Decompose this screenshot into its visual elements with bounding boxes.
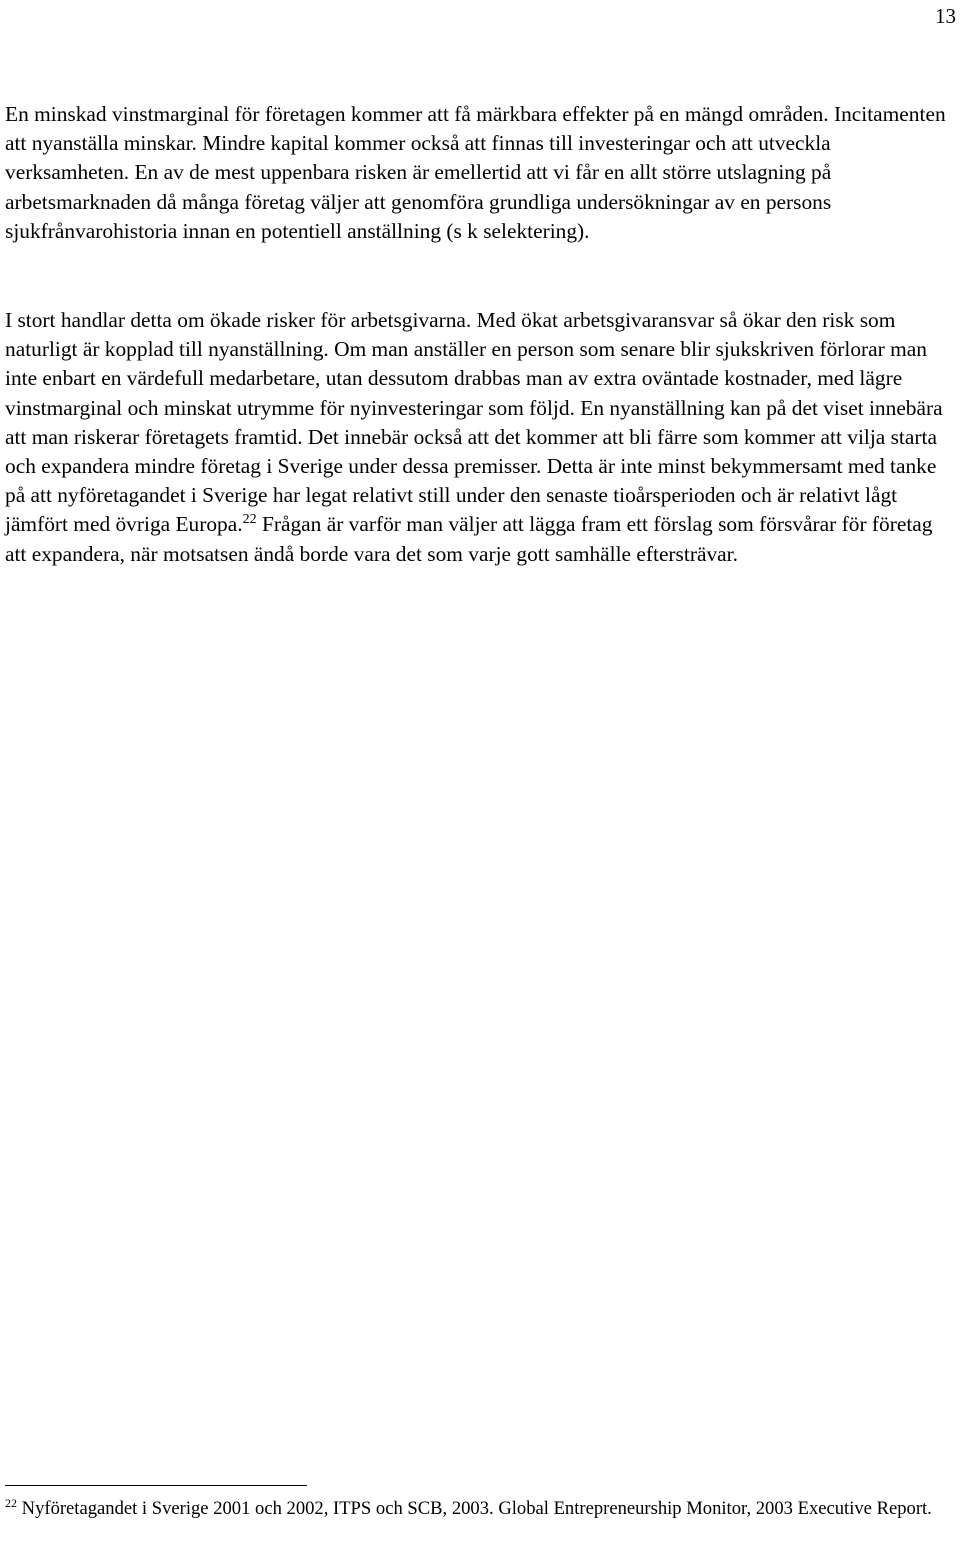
footnote [5, 1496, 953, 1522]
footnote-marker: 22 [5, 1496, 17, 1510]
footnote-text: Nyföretagandet i Sverige 2001 och 2002, ITPS och SCB, 2003. Global Entrepreneurship Monitor, 2003 Executive Report. [17, 1498, 932, 1519]
body-paragraph-1: En minskad vinstmarginal för företagen kommer att få märkbara effekter på en mängd områden. Incitamenten att nyanställa minskar. Mindre kapital kommer också att finnas till investeringar och att utveckla verksamheten. En av de mest uppenbara risken är emellertid att vi får en allt större utslagning på arbetsmarknaden då många företag väljer att genomföra grundliga undersökningar av en persons sjukfrånvarohistoria innan en potentiell anställning (s k selektering). [5, 102, 946, 243]
page-number: 13 [935, 4, 956, 28]
paragraph-2-text-after-ref: Frågan är varför man väljer att lägga fram ett förslag som försvårar för företag att expandera, när motsatsen ändå borde vara det som varje gott samhälle eftersträvar. [5, 512, 933, 566]
footnote-separator [5, 1485, 307, 1486]
paragraph-2-text-before-ref: I stort handlar detta om ökade risker för arbetsgivarna. Med ökat arbetsgivaransvar så ökar den risk som naturligt är kopplad till nyanställning. Om man anställer en person som senare blir sjukskriven förlorar man inte enbart en värdefull medarbetare, utan dessutom drabbas man av extra oväntade kostnader, med lägre vinstmarginal och minskat utrymme för nyinvesteringar som följd. En nyanställning kan på det viset innebära att man riskerar företagets framtid. Det innebär också att det kommer att bli färre som kommer att vilja starta och expandera mindre företag i Sverige under dessa premisser. Detta är inte minst bekymmersamt med tanke på att nyföretagandet i Sverige har legat relativt still under den senaste tioårsperioden och är relativt lågt jämfört med övriga Europa. [5, 308, 943, 537]
footnote-reference: 22 [242, 512, 257, 528]
body-paragraph-2 [5, 306, 953, 569]
